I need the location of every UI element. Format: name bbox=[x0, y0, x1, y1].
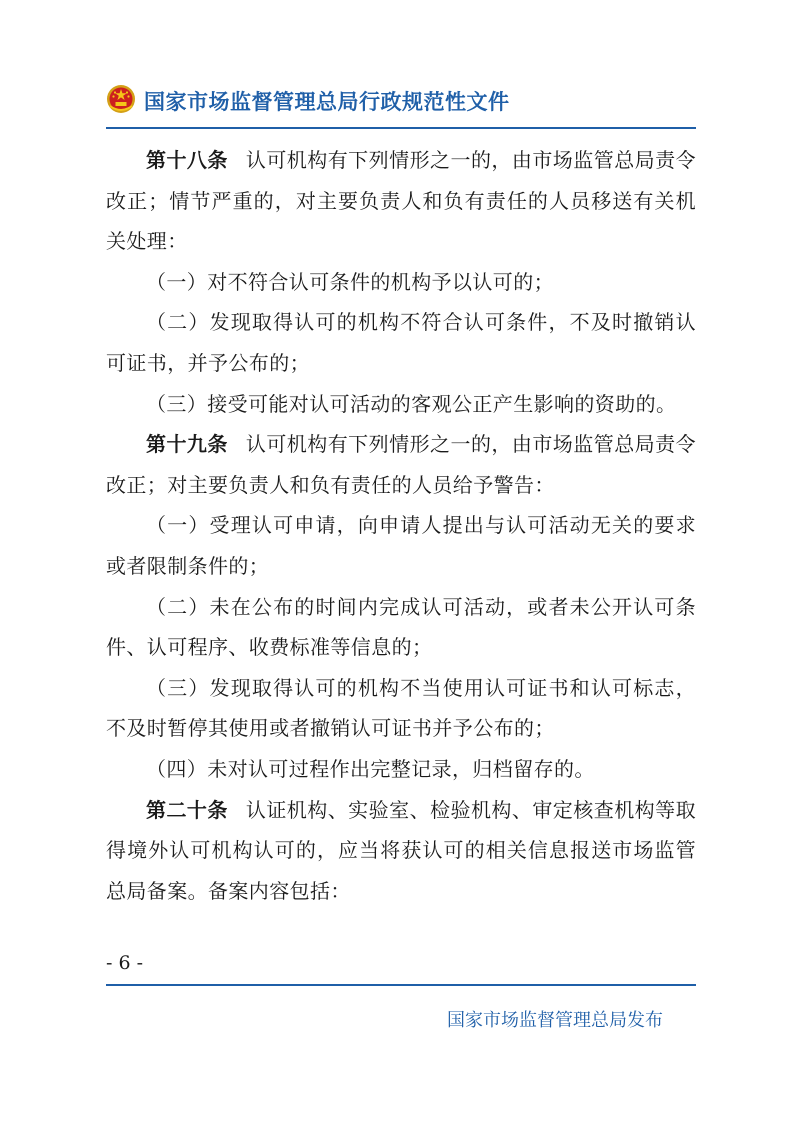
header-divider bbox=[106, 127, 696, 129]
article-title: 第十八条 bbox=[146, 148, 228, 172]
article-title: 第二十条 bbox=[146, 797, 228, 822]
article-18 bbox=[106, 140, 696, 262]
list-item: （一）对不符合认可条件的机构予以认可的； bbox=[146, 269, 554, 294]
list-item: （二）未在公布的时间内完成认可活动，或者未公开认可条件、认可程序、收费标准等信息的； bbox=[106, 594, 696, 660]
footer-divider bbox=[106, 984, 696, 986]
article-19 bbox=[106, 424, 696, 505]
list-item: （四）未对认可过程作出完整记录，归档留存的。 bbox=[146, 756, 595, 781]
list-item: （一）受理认可申请，向申请人提出与认可活动无关的要求或者限制条件的； bbox=[106, 513, 696, 578]
header-title: 国家市场监督管理总局行政规范性文件 bbox=[144, 90, 510, 114]
article-title: 第十九条 bbox=[146, 432, 228, 457]
list-item: （三）发现取得认可的机构不当使用认可证书和认可标志，不及时暂停其使用或者撤销认可证书并予公布的； bbox=[106, 675, 696, 741]
national-emblem-icon bbox=[106, 84, 136, 114]
list-item: （三）接受可能对认可活动的客观公正产生影响的资助的。 bbox=[146, 391, 677, 416]
document-header bbox=[106, 82, 696, 122]
document-body bbox=[106, 140, 696, 911]
article-text: 认证机构、实验室、检验机构、审定核查机构等取得境外认可机构认可的，应当将获认可的相关信息报送市场监管总局备案。备案内容包括： bbox=[106, 797, 696, 903]
page-number: - 6 - bbox=[106, 952, 144, 974]
footer-publisher: 国家市场监督管理总局发布 bbox=[447, 1010, 663, 1031]
article-20 bbox=[106, 790, 696, 912]
list-item: （二）发现取得认可的机构不符合认可条件，不及时撤销认可证书，并予公布的； bbox=[106, 310, 696, 375]
article-text: 认可机构有下列情形之一的，由市场监管总局责令改正；对主要负责人和负有责任的人员给予警告： bbox=[106, 432, 696, 497]
article-text: 认可机构有下列情形之一的，由市场监管总局责令改正；情节严重的，对主要负责人和负有责任的人员移送有关机关处理： bbox=[106, 148, 696, 254]
